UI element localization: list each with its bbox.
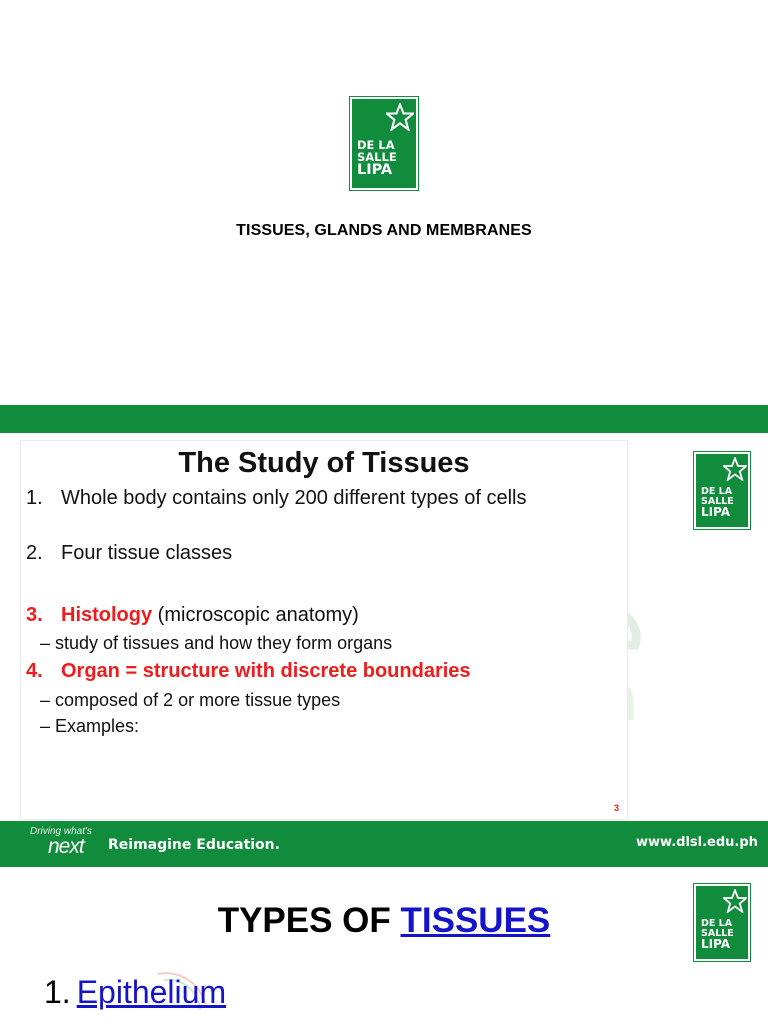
list-number: 1. [44,974,71,1010]
logo-line: SALLE [701,927,734,939]
dlsl-logo-top [350,97,418,190]
logo-line: DE LA [701,486,733,497]
logo-line: LIPA [701,937,731,952]
slide-point-1 [26,486,606,511]
point-text: Whole body contains only 200 different types of cells [61,487,527,509]
slide-subpoint: – Examples: [40,716,140,736]
list-item [44,974,226,1011]
slide-subpoint: – study of tissues and how they form organs [40,633,393,653]
star-icon [723,457,747,481]
point-number: 4. [26,660,43,682]
point-number: 3. [26,604,43,626]
tissues-link[interactable]: TISSUES [400,901,551,940]
slide-top-bar [0,405,768,433]
slide-subpoint: – composed of 2 or more tissue types [40,690,341,710]
point-text: Four tissue classes [61,542,233,564]
logo-line: DE LA [357,138,395,152]
slide-footer [0,821,768,867]
point-text: (microscopic anatomy) [152,604,359,626]
star-icon [386,103,414,131]
point-number: 1. [26,487,43,509]
section-heading-prefix: TYPES OF [217,901,401,940]
point-emphasis: Organ = structure with discrete boundaries [61,660,471,682]
slide-page-number: 3 [614,803,620,813]
logo-line: LIPA [701,505,731,520]
epithelium-link[interactable]: Epithelium [76,974,227,1010]
slide-point-2 [26,541,232,566]
logo-line: SALLE [701,495,734,507]
slide-point-4 [26,659,471,684]
point-emphasis: Histology [61,604,153,626]
dlsl-logo-slide [694,452,750,529]
document-title: TISSUES, GLANDS AND MEMBRANES [236,222,532,239]
footer-tag-small: Driving what's [30,826,92,837]
point-number: 2. [26,542,43,564]
logo-line: DE LA [701,918,733,929]
footer-tag-big: next [48,835,84,858]
logo-line: LIPA [357,162,393,179]
logo-line: SALLE [357,149,397,164]
footer-slogan: Reimagine Education. [108,837,280,853]
footer-url: www.dlsl.edu.ph [636,835,758,850]
slide-title: The Study of Tissues [178,447,470,479]
section-heading [0,901,768,941]
slide-point-3 [26,603,359,628]
